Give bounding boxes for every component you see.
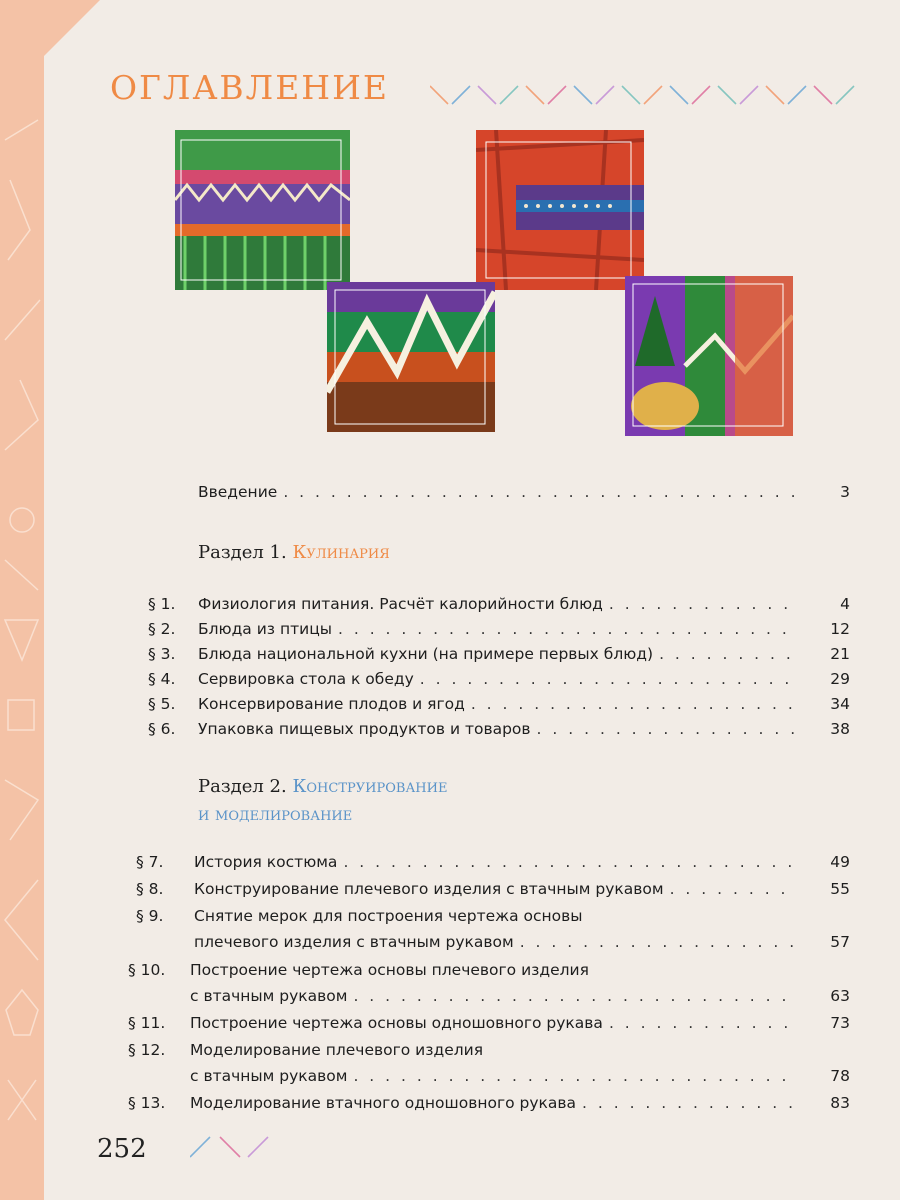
toc-entry-title-cont: с втачным рукавом (190, 1067, 348, 1085)
toc-entry[interactable] (190, 1013, 850, 1033)
leader-dots (537, 719, 794, 739)
toc-entry-number: § 5. (148, 695, 176, 713)
toc-entry-title: Блюда национальной кухни (на примере первых блюд) (198, 645, 654, 663)
toc-entry-title: Построение чертежа основы одношовного рукава (190, 1014, 603, 1032)
toc-entry-number: § 1. (148, 595, 176, 613)
toc-entry-title: Консервирование плодов и ягод (198, 695, 465, 713)
toc-entry-first-line[interactable] (194, 906, 850, 926)
section-2-title-line2: и моделирование (198, 804, 353, 825)
page-title: ОГЛАВЛЕНИЕ (110, 68, 389, 107)
page-number: 252 (97, 1134, 147, 1164)
toc-entry-title: Моделирование плечевого изделия (190, 1041, 484, 1059)
toc-entry-first-line[interactable] (190, 1040, 850, 1060)
toc-entry-page: 21 (830, 645, 850, 663)
leader-dots (420, 669, 794, 689)
section-2-heading (198, 776, 447, 797)
zigzag-decoration-icon (190, 1135, 300, 1161)
toc-entry-number: § 10. (128, 961, 166, 979)
toc-entry-number: § 13. (128, 1094, 166, 1112)
textile-photo-3 (327, 282, 495, 432)
toc-entry-page: 34 (830, 695, 850, 713)
section-1-heading (198, 542, 390, 563)
toc-entry-number: § 2. (148, 620, 176, 638)
toc-entry-page: 83 (830, 1094, 850, 1112)
decorative-sidebar (0, 0, 44, 1200)
page-corner (0, 0, 100, 100)
toc-entry-number: § 6. (148, 720, 176, 738)
toc-entry[interactable] (198, 669, 850, 689)
toc-entry-page: 12 (830, 620, 850, 638)
toc-entry[interactable] (198, 694, 850, 714)
toc-entry[interactable] (194, 932, 850, 952)
toc-entry-number: § 3. (148, 645, 176, 663)
toc-entry[interactable] (190, 986, 850, 1006)
toc-entry-page: 73 (830, 1014, 850, 1032)
section-2-prefix: Раздел 2. (198, 776, 287, 797)
leader-dots (520, 932, 794, 952)
toc-entry-page: 38 (830, 720, 850, 738)
geometric-pattern-icon (0, 0, 44, 1200)
toc-entry-page: 49 (830, 853, 850, 871)
textile-photo-1 (175, 130, 350, 290)
section-2-heading-line2 (198, 804, 352, 825)
toc-intro[interactable] (198, 482, 850, 502)
toc-entry-number: § 8. (136, 880, 164, 898)
section-2-title: Конструирование (292, 776, 448, 797)
leader-dots (343, 852, 794, 872)
leader-dots (582, 1093, 794, 1113)
toc-entry-page: 29 (830, 670, 850, 688)
leader-dots (609, 1013, 794, 1033)
toc-entry-page: 63 (830, 987, 850, 1005)
toc-entry-title: Сервировка стола к обеду (198, 670, 414, 688)
toc-entry-first-line[interactable] (190, 960, 850, 980)
toc-intro-page: 3 (840, 483, 850, 501)
leader-dots (353, 986, 794, 1006)
toc-entry[interactable] (194, 852, 850, 872)
toc-intro-label: Введение (198, 483, 278, 501)
zigzag-decoration-icon (430, 84, 860, 108)
toc-entry[interactable] (198, 594, 850, 614)
toc-entry-title-cont: с втачным рукавом (190, 987, 348, 1005)
toc-entry[interactable] (198, 644, 850, 664)
leader-dots (659, 644, 794, 664)
toc-entry-title: Снятие мерок для построения чертежа основы (194, 907, 583, 925)
textile-photo-4 (625, 276, 793, 436)
toc-entry-title: Блюда из птицы (198, 620, 332, 638)
toc-entry[interactable] (198, 619, 850, 639)
toc-entry-number: § 7. (136, 853, 164, 871)
toc-entry-title: Построение чертежа основы плечевого изделия (190, 961, 589, 979)
toc-entry-title: История костюма (194, 853, 338, 871)
section-1-title: Кулинария (292, 542, 390, 563)
leader-dots (609, 594, 794, 614)
leader-dots (670, 879, 794, 899)
toc-entry-title: Конструирование плечевого изделия с втачным рукавом (194, 880, 664, 898)
toc-entry-page: 55 (830, 880, 850, 898)
toc-entry[interactable] (194, 879, 850, 899)
toc-entry-title: Упаковка пищевых продуктов и товаров (198, 720, 531, 738)
toc-entry[interactable] (198, 719, 850, 739)
leader-dots (353, 1066, 794, 1086)
toc-entry[interactable] (190, 1066, 850, 1086)
toc-entry-title: Моделирование втачного одношовного рукава (190, 1094, 577, 1112)
toc-entry-number: § 4. (148, 670, 176, 688)
toc-entry-number: § 11. (128, 1014, 166, 1032)
leader-dots (471, 694, 794, 714)
toc-entry-title-cont: плечевого изделия с втачным рукавом (194, 933, 514, 951)
leader-dots (283, 482, 794, 502)
section-1-prefix: Раздел 1. (198, 542, 287, 563)
leader-dots (338, 619, 794, 639)
toc-entry-number: § 12. (128, 1041, 166, 1059)
toc-entry-page: 4 (840, 595, 850, 613)
toc-entry[interactable] (190, 1093, 850, 1113)
toc-entry-page: 57 (830, 933, 850, 951)
textile-photo-2 (476, 130, 644, 290)
toc-entry-number: § 9. (136, 907, 164, 925)
toc-entry-page: 78 (830, 1067, 850, 1085)
toc-entry-title: Физиология питания. Расчёт калорийности блюд (198, 595, 603, 613)
